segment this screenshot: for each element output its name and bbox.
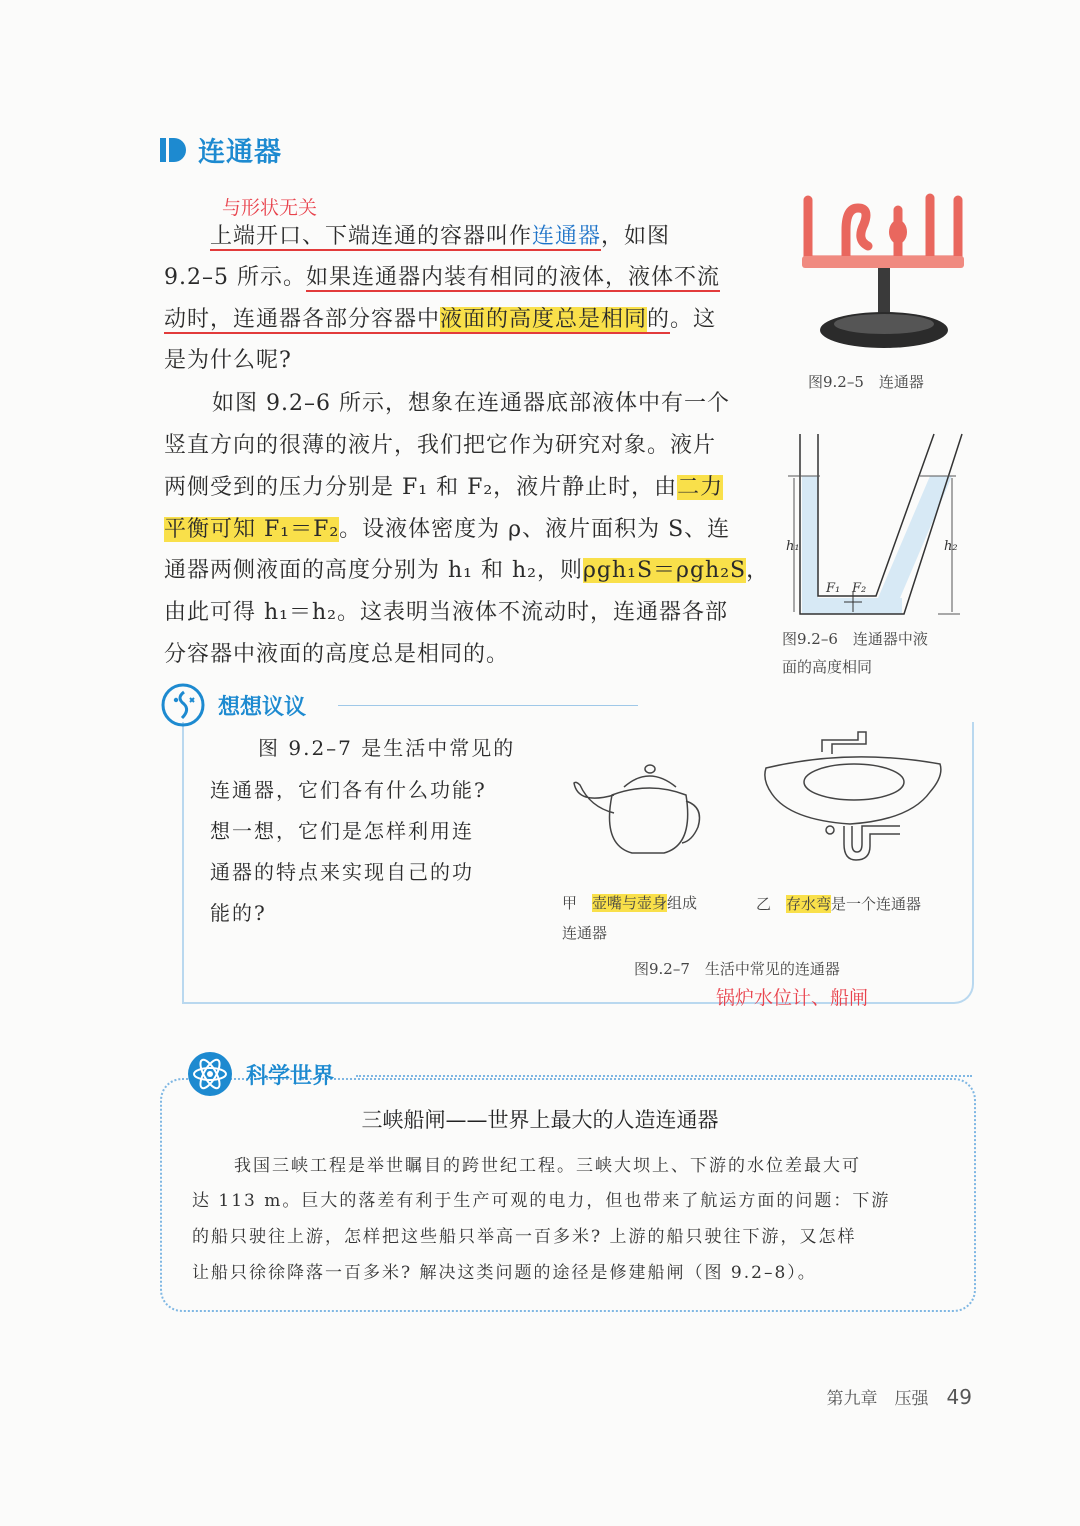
para2-line1: 如图 9.2–6 所示，想象在连通器底部液体中有一个 (212, 391, 730, 416)
connector-vessel-illustration (798, 190, 968, 360)
thinking-face-icon (160, 682, 206, 728)
fig7a-caption-line2: 连通器 (562, 924, 608, 942)
handwritten-note-examples: 锅炉水位计、船闸 (716, 987, 869, 1009)
think-line-4: 通器的特点来实现自己的功 (210, 860, 474, 884)
think-line-2: 连通器，它们各有什么功能? (210, 778, 487, 802)
label-h2: h₂ (944, 539, 958, 554)
science-world-header (186, 1050, 334, 1098)
science-header-rule (356, 1075, 972, 1077)
think-discuss-title: 想想议议 (218, 694, 307, 720)
fig7-caption: 图9.2–7 生活中常见的连通器 (634, 960, 840, 978)
think-header-rule (338, 705, 638, 706)
atom-icon (186, 1050, 234, 1098)
science-line-2: 达 113 m。巨大的落差有利于生产可观的电力，但也带来了航运方面的问题：下游 (192, 1191, 891, 1211)
para2-line6: 由此可得 h₁＝h₂。这表明当液体不流动时，连通器各部 (164, 600, 728, 625)
think-line-3: 想一想，它们是怎样利用连 (210, 819, 474, 843)
fig7a-caption: 甲 壶嘴与壶身组成 (562, 894, 698, 912)
page-footer (827, 1384, 972, 1409)
sink-drawing (760, 728, 946, 880)
para2-line7: 分容器中液面的高度总是相同的。 (164, 642, 510, 667)
science-line-3: 的船只驶往上游，怎样把这些船只举高一百多米? 上游的船只驶往下游，又怎样 (192, 1227, 857, 1247)
para2-line3: 两侧受到的压力分别是 F₁ 和 F₂，液片静止时，由二力 (164, 475, 724, 500)
para1-line3: 动时，连通器各部分容器中液面的高度总是相同的。这 (164, 307, 717, 332)
u-tube-diagram (780, 430, 970, 620)
science-heading: 三峡船闸——世界上最大的人造连通器 (361, 1108, 719, 1132)
science-line-4: 让船只徐徐降落一百多米? 解决这类问题的途径是修建船闸（图 9.2–8）。 (192, 1263, 817, 1283)
teapot-drawing (572, 755, 706, 860)
page-number: 49 (946, 1385, 972, 1409)
think-discuss-header (160, 682, 306, 728)
label-f2: F₂ (852, 581, 867, 596)
para1-line4: 是为什么呢? (164, 348, 292, 373)
para2-line4: 平衡可知 F₁＝F₂。设液体密度为 ρ、液片面积为 S、连 (164, 517, 731, 542)
fig6-caption-line1: 图9.2–6 连通器中液 (782, 630, 928, 648)
label-f1: F₁ (826, 581, 841, 596)
label-h1: h₁ (786, 539, 800, 554)
section-marker-icon (160, 136, 186, 164)
para2-line2: 竖直方向的很薄的液片，我们把它作为研究对象。液片 (164, 433, 717, 458)
section-header (160, 130, 282, 169)
fig7b-caption: 乙 存水弯是一个连通器 (756, 895, 922, 913)
term-connector: 连通器 (532, 224, 602, 249)
fig5-caption: 图9.2–5 连通器 (808, 373, 924, 391)
science-line-1: 我国三峡工程是举世瞩目的跨世纪工程。三峡大坝上、下游的水位差最大可 (234, 1156, 861, 1176)
fig6-caption-line2: 面的高度相同 (782, 658, 873, 676)
science-world-title: 科学世界 (246, 1063, 335, 1089)
think-line-5: 能的? (210, 901, 267, 925)
para2-line5: 通器两侧液面的高度分别为 h₁ 和 h₂，则ρgh₁S＝ρgh₂S， (164, 558, 770, 583)
section-title: 连通器 (198, 137, 282, 168)
para1-line2: 9.2–5 所示。如果连通器内装有相同的液体，液体不流 (164, 265, 720, 290)
think-line-1: 图 9.2–7 是生活中常见的 (258, 736, 516, 760)
footer-chapter: 第九章 压强 (826, 1389, 929, 1409)
para1-line1: 上端开口、下端连通的容器叫作连通器，如图 (210, 224, 671, 249)
handwritten-note-shape: 与形状无关 (222, 197, 318, 219)
